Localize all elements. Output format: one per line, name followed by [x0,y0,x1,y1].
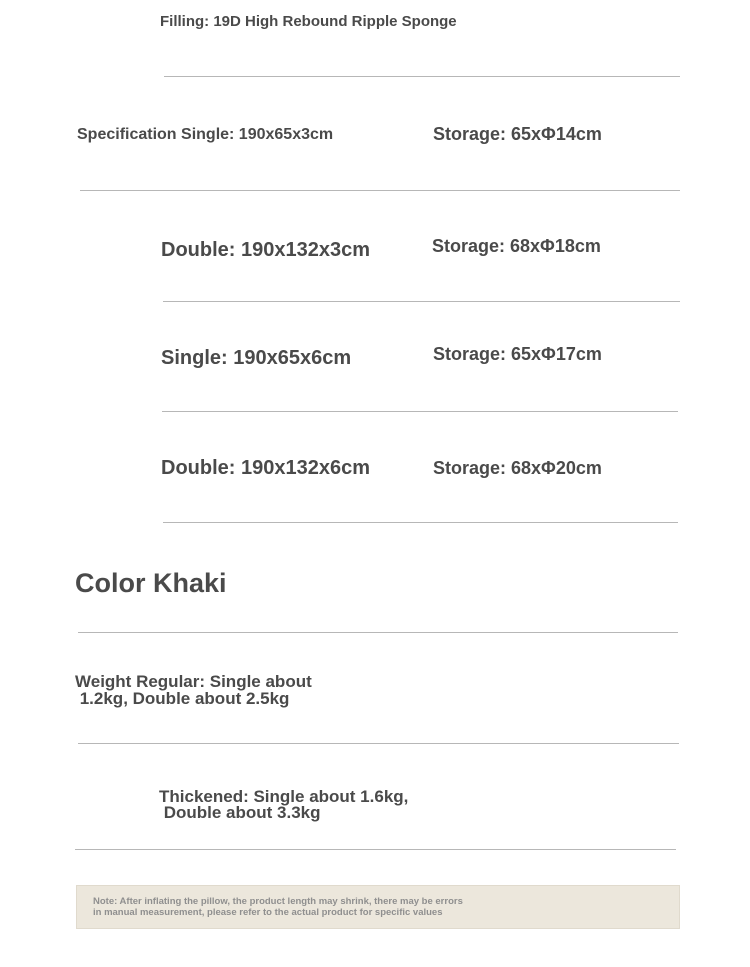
note-box [76,885,680,929]
spec-single-6cm-size: Single: 190x65x6cm [161,347,352,369]
filling-text: Filling: 19D High Rebound Ripple Sponge [160,13,457,30]
divider [80,190,680,191]
divider [78,632,678,633]
spec-double-3cm-storage: Storage: 68xΦ18cm [432,236,601,256]
note-text: Note: After inflating the pillow, the product length may shrink, there may be errors in manual measurement, please refer to the actual product for specific values [93,896,463,918]
divider [163,301,680,302]
spec-double-6cm-size: Double: 190x132x6cm [161,457,371,479]
divider [75,849,676,850]
color-text: Color Khaki [75,568,227,598]
spec-single-3cm-storage: Storage: 65xΦ14cm [433,124,602,144]
weight-regular-text: Weight Regular: Single about 1.2kg, Double about 2.5kg [75,672,312,708]
weight-thickened-text: Thickened: Single about 1.6kg, Double about 3.3kg [159,787,409,822]
divider [164,76,680,77]
spec-double-6cm-storage: Storage: 68xΦ20cm [433,458,602,478]
divider [78,743,679,744]
spec-single-3cm-size: Specification Single: 190x65x3cm [77,126,334,143]
spec-double-3cm-size: Double: 190x132x3cm [161,239,371,261]
spec-single-6cm-storage: Storage: 65xΦ17cm [433,344,602,364]
divider [162,411,678,412]
divider [163,522,678,523]
